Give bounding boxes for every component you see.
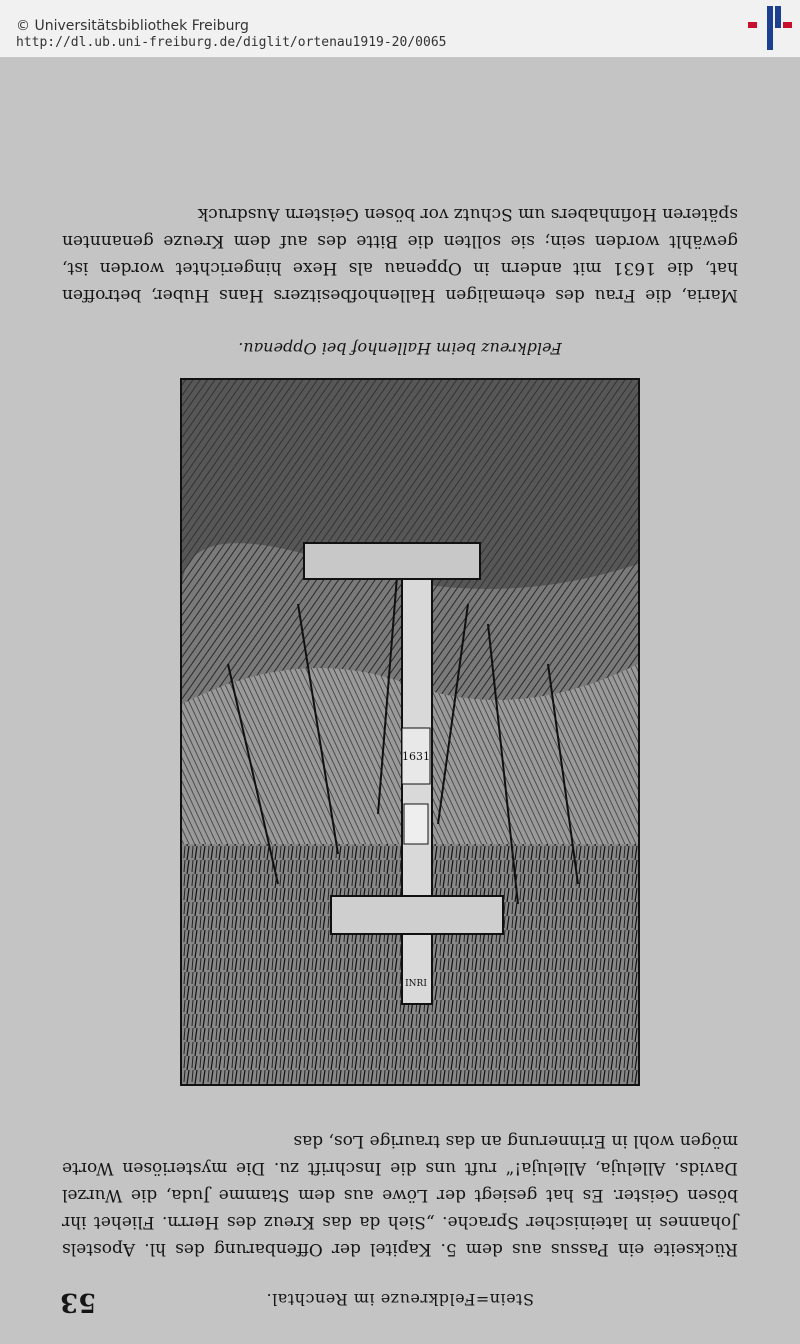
library-header (0, 0, 800, 58)
body-text-bottom: Maria, die Frau des ehemaligen Hallenhofbesitzers Hans Huber, betroffen hat, die 1631 mit andern in Oppenau als Hexe hingerichtet worden ist, gewählt worden sein; sie sollten die Bitte des auf dem Kreuze genannten späteren Hofinhabers um Schutz vor bösen Geistern Ausdruck (62, 204, 738, 305)
scanned-page (0, 57, 800, 1344)
running-head: Stein=Feldkreuze im Renchtal. (266, 1290, 534, 1309)
ub-freiburg-logo-icon[interactable] (748, 6, 792, 50)
body-text-top: Rückseite ein Passus aus dem 5. Kapitel der Offenbarung des hl. Apostels Johannes in lateinischer Sprache. „Sieh da das Kreuz des Herrn. Fliehet ihr bösen Geister. Es hat gesiegt der Löwe aus dem Stamme Juda, die Wurzel Davids. Alleluja, Alleluja!“ ruft uns die Inschrift zu. Die mysteriösen Worte mögen wohl in Erinnerung an das traurige Los, das (62, 1131, 738, 1259)
copyright-text: © Universitätsbibliothek Freiburg (16, 18, 249, 34)
page-header (60, 1279, 740, 1319)
engraving-illustration (182, 380, 638, 1084)
document-url[interactable]: http://dl.ub.uni-freiburg.de/diglit/ortenau1919-20/0065 (16, 35, 447, 50)
page-number: 53 (60, 1287, 97, 1317)
illustration-wayside-cross (180, 378, 640, 1086)
cross-inri-plaque: INRI (405, 979, 427, 989)
cross-inscription-year: 1631 (402, 750, 430, 763)
figure-caption: Feldkreuz beim Hallenhof bei Oppenau. (238, 339, 562, 358)
